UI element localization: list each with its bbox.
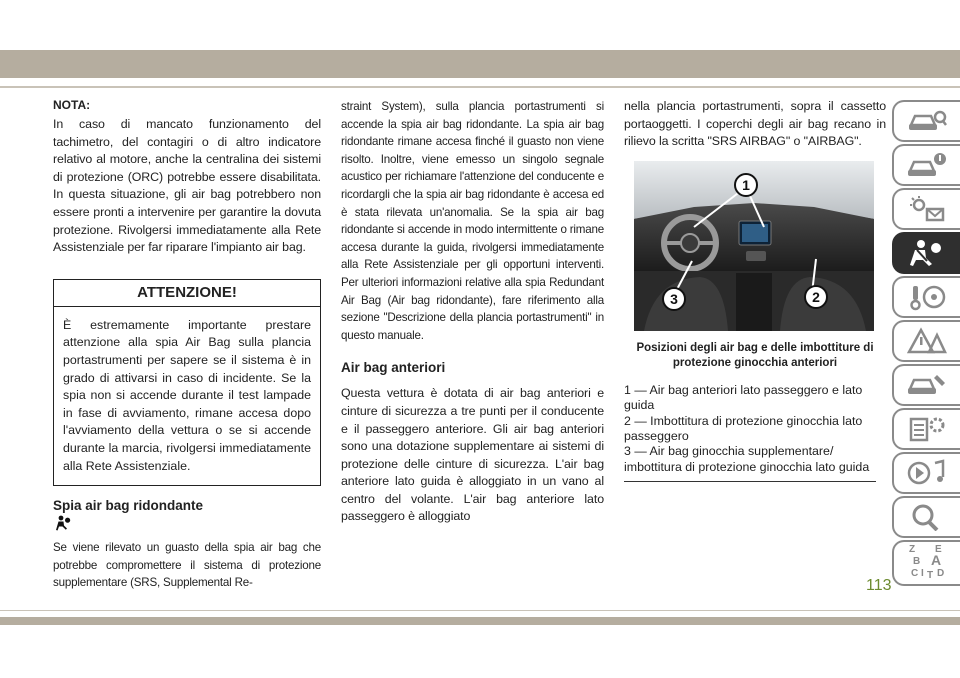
footer-band <box>0 617 960 625</box>
section-text-redundant-airbag: Se viene rilevato un guasto della spia air bag che potrebbe compromettere il sistema di protezione supplementare (SRS, Supplemental Re- <box>53 541 321 590</box>
index-letter: B <box>913 556 921 567</box>
index-letter: D <box>937 568 945 579</box>
index-letter: C <box>911 568 919 579</box>
car-search-icon <box>907 107 947 135</box>
car-info-icon <box>907 151 947 179</box>
column-1 <box>53 98 321 592</box>
tab-dashboard-lights[interactable] <box>892 188 960 230</box>
warning-text: È estremamente importante prestare attenzione alla spia Air Bag sulla plancia portastrumenti per sapere se il sistema è in grado di attivarsi in caso di incidente. Se la spia non si accende durante il test lampade in fase di avviamento, rimane accesa dopo l'avviamento della vettura o se si accende durante la marcia, rivolgersi immediatamente alla Rete Assistenziale. <box>63 317 311 473</box>
tab-safety[interactable] <box>892 232 960 274</box>
index-letter: Z <box>909 544 916 555</box>
legend-item-3: 3 — Air bag ginocchia supplementare/ imbottitura di protezione ginocchia lato guida <box>624 444 870 474</box>
section-title-front-airbags: Air bag anteriori <box>341 360 446 376</box>
page-number: 113 <box>866 577 892 594</box>
key-steering-icon <box>907 283 947 311</box>
warning-title: ATTENZIONE! <box>54 280 320 307</box>
tab-multimedia[interactable] <box>892 452 960 494</box>
tab-index[interactable] <box>892 540 960 586</box>
legend-item-1: 1 — Air bag anteriori lato passeggero e lato guida <box>624 382 863 413</box>
column-2 <box>341 98 604 526</box>
airbag-warning-icon <box>55 515 71 531</box>
callout-2 <box>804 285 828 309</box>
tab-car-info[interactable] <box>892 144 960 186</box>
callout-3 <box>662 287 686 311</box>
legend-item-2: 2 — Imbottitura di protezione ginocchia lato passeggero <box>624 413 863 443</box>
index-letter: T <box>927 570 934 581</box>
dashboard-lights-icon <box>907 195 947 223</box>
redundant-airbag-text-continued: straint System), sulla plancia portastrumenti si accende la spia air bag ridondante. La spia air bag ridondante rimane accesa finché il guasto non viene risolto. Inoltre, viene emesso un singolo segnale acustico per richiamare l'attenzione del conducente e ricordargli che la spia air bag ridondante è accesa ed è stata rilevata un'anomalia. Se la spia air bag ridondante si accende in modo intermittente o rimane accesa durante la guida, rivolgersi immediatamente alla Rete Assistenziale per gli opportuni interventi. Per ulteriori informazioni relative alla spia Redundant Air Bag (Air bag ridondante), fare riferimento alla sezione "Descrizione della plancia portastrumenti" in questo manuale. <box>341 100 604 342</box>
front-airbags-text-continued: nella plancia portastrumenti, sopra il cassetto portaoggetti. I coperchi degli air bag recano in rilievo la scritta "SRS AIRBAG" o "AIRBAG". <box>624 99 886 149</box>
header-rule <box>0 86 960 88</box>
tab-search[interactable] <box>892 496 960 538</box>
section-title-redundant-airbag: Spia air bag ridondante <box>53 498 204 514</box>
figure-caption: Posizioni degli air bag e delle imbottiture di protezione ginocchia anteriori <box>636 341 874 369</box>
tab-warning-road[interactable] <box>892 320 960 362</box>
index-letter: E <box>935 544 942 555</box>
tab-key-steering[interactable] <box>892 276 960 318</box>
search-icon <box>907 503 947 531</box>
alphabet-index-icon <box>907 545 947 581</box>
warning-box <box>53 279 321 486</box>
callout-3-label: 3 <box>670 290 678 307</box>
footer-rule <box>0 610 960 611</box>
section-text-front-airbags: Questa vettura è dotata di air bag anteriori e cinture di sicurezza a tre punti per il conducente e il passeggero anteriore. Gli air bag anteriori sono una dotazione supplementare ai sistemi di protezione delle cinture di sicurezza. L'air bag anteriore lato guida è alloggiato in un vano al centro del volante. L'air bag anteriore lato passeggero è alloggiato <box>341 386 604 524</box>
callout-2-label: 2 <box>812 288 820 305</box>
callout-1 <box>734 173 758 197</box>
index-letter: A <box>931 552 942 568</box>
header-band <box>0 50 960 78</box>
dashboard-photo <box>634 161 874 331</box>
note-label: NOTA: <box>53 98 91 112</box>
tab-car-search[interactable] <box>892 100 960 142</box>
index-letter: I <box>921 568 924 579</box>
safety-seat-icon <box>907 239 947 267</box>
warning-road-icon <box>907 327 947 355</box>
car-tools-icon <box>907 371 947 399</box>
tab-specs[interactable] <box>892 408 960 450</box>
column-3 <box>624 98 886 482</box>
specs-gear-icon <box>907 415 947 443</box>
multimedia-icon <box>907 459 947 487</box>
tab-car-tools[interactable] <box>892 364 960 406</box>
legend-rule <box>624 481 876 482</box>
callout-1-label: 1 <box>742 176 750 193</box>
note-text: In caso di mancato funzionamento del tachimetro, del contagiri o di altro indicatore relativo al motore, anche la centralina dei sistemi di protezione (ORC) potrebbe essere disabilitata. In questa situazione, gli air bag potrebbero non essere pronti a intervenire per garantire la dovuta protezione. Rivolgersi immediatamente alla Rete Assistenziale per far riparare l'impianto air bag. <box>53 117 321 255</box>
